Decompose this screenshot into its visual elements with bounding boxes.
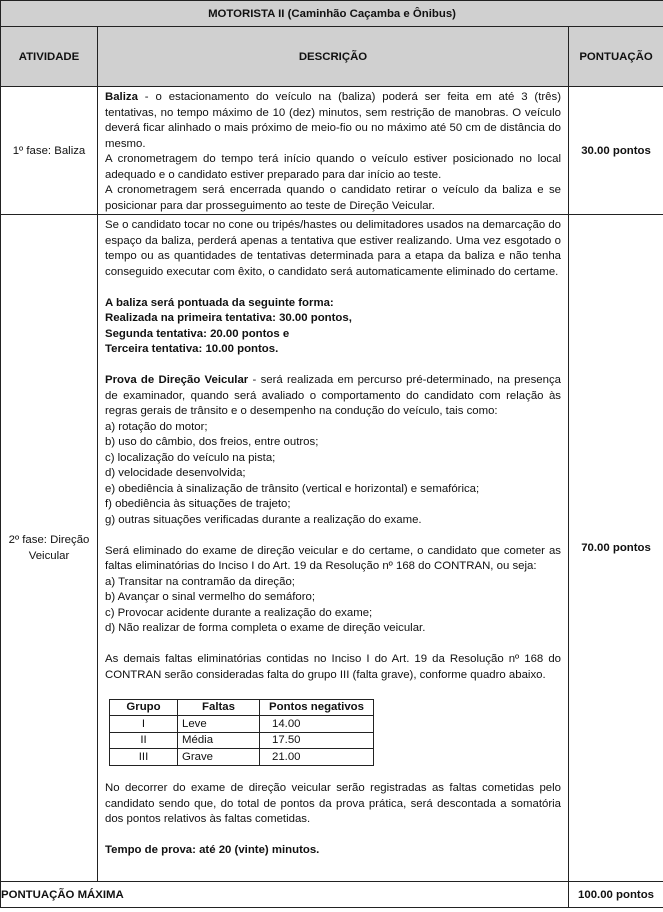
fase2-activity-line2: Veicular	[28, 550, 70, 562]
list-item: g) outras situações verificadas durante a realização do exame.	[105, 513, 422, 526]
header-descricao: DESCRIÇÃO	[98, 27, 569, 87]
pontuacao-line-1: Realizada na primeira tentativa: 30.00 pontos,	[105, 312, 352, 324]
faltas-header-grupo: Grupo	[110, 699, 178, 716]
demais-paragraph: As demais faltas eliminatórias contidas no Inciso I do Art. 19 da Resolução nº 168 do CONTRAN serão consideradas falta do grupo III (falta grave), conforme quadro abaixo.	[105, 653, 561, 681]
fase1-points: 30.00 pontos	[569, 87, 663, 215]
table-row	[110, 749, 374, 766]
eliminacao-paragraph: Será eliminado do exame de direção veicular e do certame, o candidato que cometer as faltas eliminatórias do Inciso I do Art. 19 da Resolução nº 168 do CONTRAN, ou seja:	[105, 544, 561, 572]
list-item: c) localização do veículo na pista;	[105, 451, 276, 464]
fase2-activity-line1: 2º fase: Direção	[8, 534, 90, 546]
prova-label: Prova de Direção Veicular	[105, 374, 249, 386]
table-row	[110, 716, 374, 733]
prova-paragraph	[105, 373, 561, 420]
footer-points: 100.00 pontos	[569, 882, 663, 908]
faltas-tipo: Grave	[178, 749, 260, 766]
fase1-baliza-paragraph	[105, 90, 561, 152]
fase1-activity: 1º fase: Baliza	[1, 87, 98, 215]
tempo-prova: Tempo de prova: até 20 (vinte) minutos.	[105, 844, 320, 856]
faltas-tipo: Leve	[178, 716, 260, 733]
faltas-pontos: 21.00	[260, 749, 374, 766]
list-item: d) Não realizar de forma completa o exame de direção veicular.	[105, 622, 426, 634]
fase2-activity	[1, 215, 98, 882]
header-pontuacao: PONTUAÇÃO	[569, 27, 663, 87]
header-atividade: ATIVIDADE	[1, 27, 98, 87]
fase2-points: 70.00 pontos	[569, 215, 663, 882]
list-item: d) velocidade desenvolvida;	[105, 467, 246, 479]
faltas-header-pontos: Pontos negativos	[260, 699, 374, 716]
pontuacao-line-2: Segunda tentativa: 20.00 pontos e	[105, 327, 290, 340]
fase1-description	[98, 87, 569, 215]
prova-text: - será realizada em percurso pré-determinado, na presença de examinador, quando será avaliado o comportamento do candidato com relação às regras gerais de trânsito e o desempenho na condução do veículo, tais como:	[105, 374, 561, 417]
list-item: b) uso do câmbio, dos freios, entre outros;	[105, 436, 319, 448]
list-item: a) rotação do motor;	[105, 420, 208, 433]
pontuacao-line-3: Terceira tentativa: 10.00 pontos.	[105, 343, 279, 355]
list-item: b) Avançar o sinal vermelho do semáforo;	[105, 591, 315, 603]
faltas-table	[109, 699, 374, 766]
list-item: f) obediência às situações de trajeto;	[105, 498, 291, 510]
fase2-description	[98, 215, 569, 882]
baliza-label: Baliza	[105, 91, 138, 103]
table-row	[110, 732, 374, 749]
list-item: a) Transitar na contramão da direção;	[105, 575, 295, 588]
faltas-grupo: I	[110, 716, 178, 733]
faltas-pontos: 14.00	[260, 716, 374, 733]
table-title: MOTORISTA II (Caminhão Caçamba e Ônibus)	[1, 1, 663, 27]
baliza-text: - o estacionamento do veículo na (baliza) poderá ser feita em até 3 (três) tentativas, no tempo máximo de 10 (dez) minutos, sem restrição de manobras. O veículo deverá ficar alinhado o mais próximo de meio-fio ou no máximo até 50 cm de distância do mesmo.	[105, 91, 561, 150]
faltas-pontos: 17.50	[260, 732, 374, 749]
pontuacao-line-0: A baliza será pontuada da seguinte forma:	[105, 296, 334, 309]
faltas-header-faltas: Faltas	[178, 699, 260, 716]
list-item: c) Provocar acidente durante a realização do exame;	[105, 606, 373, 619]
fase1-cronometro-inicio: A cronometragem do tempo terá início quando o veículo estiver posicionado no local adequado e o candidato estiver preparado para dar início ao teste.	[105, 153, 561, 181]
cone-paragraph: Se o candidato tocar no cone ou tripés/hastes ou delimitadores usados na demarcação do espaço da baliza, perderá apenas a tentativa que estiver realizando. Uma vez esgotado o tempo ou as quantidades de tentativas determinada para a etapa da baliza e não tenha conseguido executar com êxito, o candidato será automaticamente eliminado do certame.	[105, 219, 561, 278]
faltas-grupo: III	[110, 749, 178, 766]
faltas-grupo: II	[110, 732, 178, 749]
fase1-cronometro-fim: A cronometragem será encerrada quando o candidato retirar o veículo da baliza e se posicionar para dar prosseguimento ao teste de Direção Veicular.	[105, 184, 561, 212]
footer-label: PONTUAÇÃO MÁXIMA	[1, 882, 569, 908]
list-item: e) obediência à sinalização de trânsito (vertical e horizontal) e semafórica;	[105, 482, 480, 495]
faltas-tipo: Média	[178, 732, 260, 749]
decorrer-paragraph: No decorrer do exame de direção veicular serão registradas as faltas cometidas pelo candidato sendo que, do total de pontos da prova prática, será descontada a somatória dos pontos relativos às faltas cometidas.	[105, 782, 561, 825]
